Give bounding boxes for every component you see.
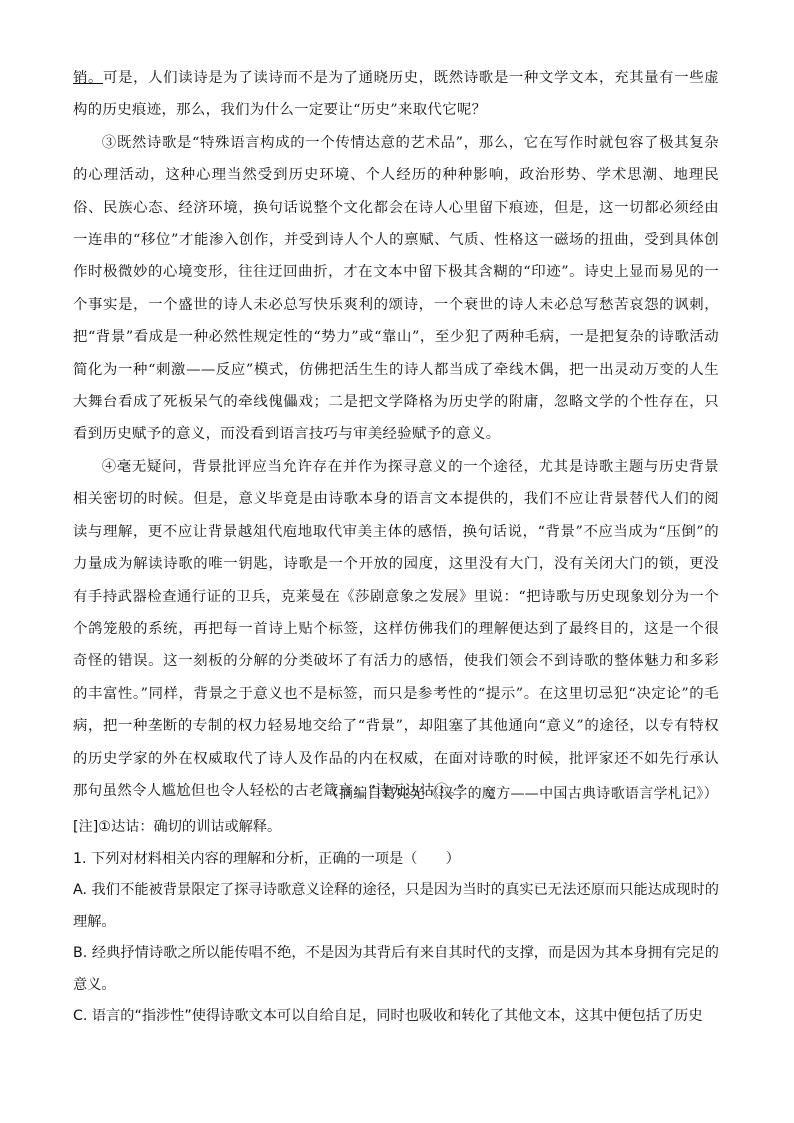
option-a: A. 我们不能被背景限定了探寻诗歌意义诠释的途径，只是因为当时的真实已无法还原而只能达成现时的理解。 bbox=[73, 882, 719, 930]
source-citation: （摘编自葛兆光《汉字的魔方——中国古典诗歌语言学札记》） bbox=[324, 786, 718, 802]
option-b: B. 经典抒情诗歌之所以能传唱不绝，不是因为其背后有来自其时代的支撑，而是因为其本身拥有完足的意义。 bbox=[73, 945, 719, 993]
paragraph-4: ④毫无疑问，背景批评应当允许存在并作为探寻意义的一个途径，尤其是诗歌主题与历史背景相关密切的时候。但是，意义毕竟是由诗歌本身的语言文本提供的，我们不应让背景替代人们的阅读与理解，更不应让背景越俎代庖地取代审美主体的感悟，换句话说，“背景”不应当成为“压倒”的力量成为解读诗歌的唯一钥匙，诗歌是一个开放的园度，这里没有大门，没有关闭大门的锁，更没有手持武器检查通行证的卫兵，克莱曼在《莎剧意象之发展》里说：“把诗歌与历史现象划分为一个个鸽笼般的系统，再把每一首诗上贴个标签，这样仿佛我们的理解便达到了最终目的，这是一个很奇怪的错误。这一刻板的分解的分类破坏了有活力的感悟，使我们领会不到诗歌的整体魅力和多彩的丰富性。”同样，背景之于意义也不是标签，而只是参考性的“提示”。在这里切忌犯“决定论”的毛病，把一种垄断的专制的权力轻易地交给了“背景”，却阻塞了其他通向“意义”的途径，以专有特权的历史学家的外在权威取代了诗人及作品的内在权威，在面对诗歌的时候，批评家还不如先行承认那句虽然令人尴尬但也令人轻松的古老箴言：“诗无达诂①。” bbox=[73, 458, 719, 799]
reading-passage bbox=[73, 62, 719, 807]
footnote: [注]①达诂：确切的训诂或解释。 bbox=[73, 819, 282, 835]
underlined-text: 销。 bbox=[73, 70, 104, 86]
question-section bbox=[73, 812, 719, 1033]
question-stem: 1. 下列对材料相关内容的理解和分析，正确的一项是（ ） bbox=[73, 850, 460, 867]
paragraph-text: 可是，人们读诗是为了读诗而不是为了通晓历史，既然诗歌是一种文学文本，充其量有一些虚构的历史痕迹，那么，我们为什么一定要让“历史”来取代它呢？ bbox=[73, 70, 719, 119]
option-c: C. 语言的“指涉性”使得诗歌文本可以自给自足，同时也吸收和转化了其他文本，这其中便包括了历史 bbox=[73, 1008, 703, 1024]
paragraph-2-end bbox=[73, 62, 719, 127]
paragraph-3: ③既然诗歌是“特殊语言构成的一个传情达意的艺术品”，那么，它在写作时就包容了极其复杂的心理活动，这种心理当然受到历史环境、个人经历的种种影响，政治形势、学术思潮、地理民俗、民族心态、经济环境，换句话说整个文化都会在诗人心里留下痕迹，但是，这一切都必须经由一连串的“移位”才能渗入创作，并受到诗人个人的禀赋、气质、性格这一磁场的扭曲，受到具体创作时极微妙的心境变形，往往迂回曲折，才在文本中留下极其含糊的“印迹”。诗史上显而易见的一个事实是，一个盛世的诗人未必总写快乐爽利的颂诗，一个衰世的诗人未必总写愁苦哀怨的讽刺，把“背景”看成是一种必然性规定性的“势力”或“靠山”，至少犯了两种毛病，一是把复杂的诗歌活动简化为一种“刺激——反应”模式，仿佛把活生生的诗人都当成了牵线木偶，把一出灵动万变的人生大舞台看成了死板呆气的牵线傀儡戏；二是把文学降格为历史学的附庸，忽略文学的个性存在，只看到历史赋予的意义，而没看到语言技巧与审美经验赋予的意义。 bbox=[73, 134, 719, 443]
